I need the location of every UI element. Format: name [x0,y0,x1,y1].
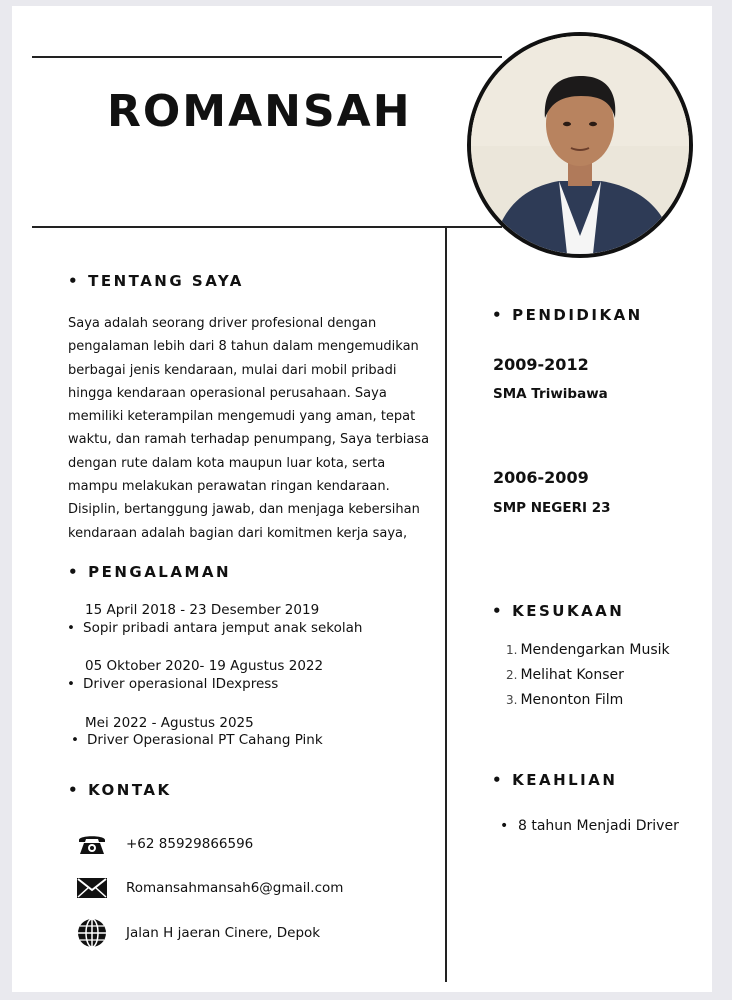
about-line: pengalaman lebih dari 8 tahun dalam mengemudikan [68,339,419,355]
education-years: 2009-2012 [493,355,589,374]
contact-phone [75,830,253,858]
about-line: berbagai jenis kendaraan, mulai dari mobil pribadi [68,362,397,378]
about-line: waktu, dan ramah terhadap penumpang, Saya terbiasa [68,432,430,448]
person-icon [471,36,689,254]
resume-page [12,6,712,992]
contact-email [75,874,343,902]
experience-period: Mei 2022 - Agustus 2025 [85,715,254,731]
section-title-experience: • PENGALAMAN [68,563,232,581]
section-title-skills: • KEAHLIAN [492,771,618,789]
hobby-item: 1. Mendengarkan Musik [506,642,670,658]
about-text [68,312,440,545]
contact-email-text[interactable]: Romansahmansah6@gmail.com [126,880,344,896]
section-title-education: • PENDIDIKAN [492,306,643,324]
about-line: memiliki keterampilan mengemudi yang aman, tepat [68,409,416,425]
hobby-item: 3. Menonton Film [506,692,624,708]
experience-period: 05 Oktober 2020- 19 Agustus 2022 [85,658,324,674]
header-bottom-divider [32,226,502,228]
hobby-item: 2. Melihat Konser [506,667,624,683]
experience-role: • Driver operasional IDexpress [67,676,279,692]
envelope-icon [75,874,109,902]
profile-photo [467,32,693,258]
contact-address [75,919,320,947]
education-school: SMP NEGERI 23 [493,500,611,516]
about-line: mampu melakukan perawatan ringan kendaraan. [68,479,390,495]
section-title-contact: • KONTAK [68,781,172,799]
column-divider [445,226,447,982]
contact-phone-text: +62 85929866596 [126,836,254,852]
page-title: ROMANSAH [107,86,412,137]
section-title-about: • TENTANG SAYA [68,272,244,290]
phone-icon [75,830,109,858]
about-line: hingga kendaraan operasional perusahaan. Saya [68,385,387,401]
section-title-hobbies: • KESUKAAN [492,602,625,620]
skill-item: • 8 tahun Menjadi Driver [500,818,679,834]
education-years: 2006-2009 [493,468,589,487]
about-line: Disiplin, bertanggung jawab, dan menjaga kebersihan [68,502,420,518]
about-line: dengan rute dalam kota maupun luar kota, serta [68,455,386,471]
contact-address-text: Jalan H jaeran Cinere, Depok [126,925,321,941]
education-school: SMA Triwibawa [493,386,608,402]
experience-period: 15 April 2018 - 23 Desember 2019 [85,602,320,618]
about-line: Saya adalah seorang driver profesional dengan [68,316,377,331]
globe-icon [75,919,109,947]
top-divider [32,56,502,58]
experience-role: • Driver Operasional PT Cahang Pink [71,732,323,748]
about-line: kendaraan adalah bagian dari komitmen kerja saya, [68,525,408,541]
experience-role: • Sopir pribadi antara jemput anak sekolah [67,620,363,636]
